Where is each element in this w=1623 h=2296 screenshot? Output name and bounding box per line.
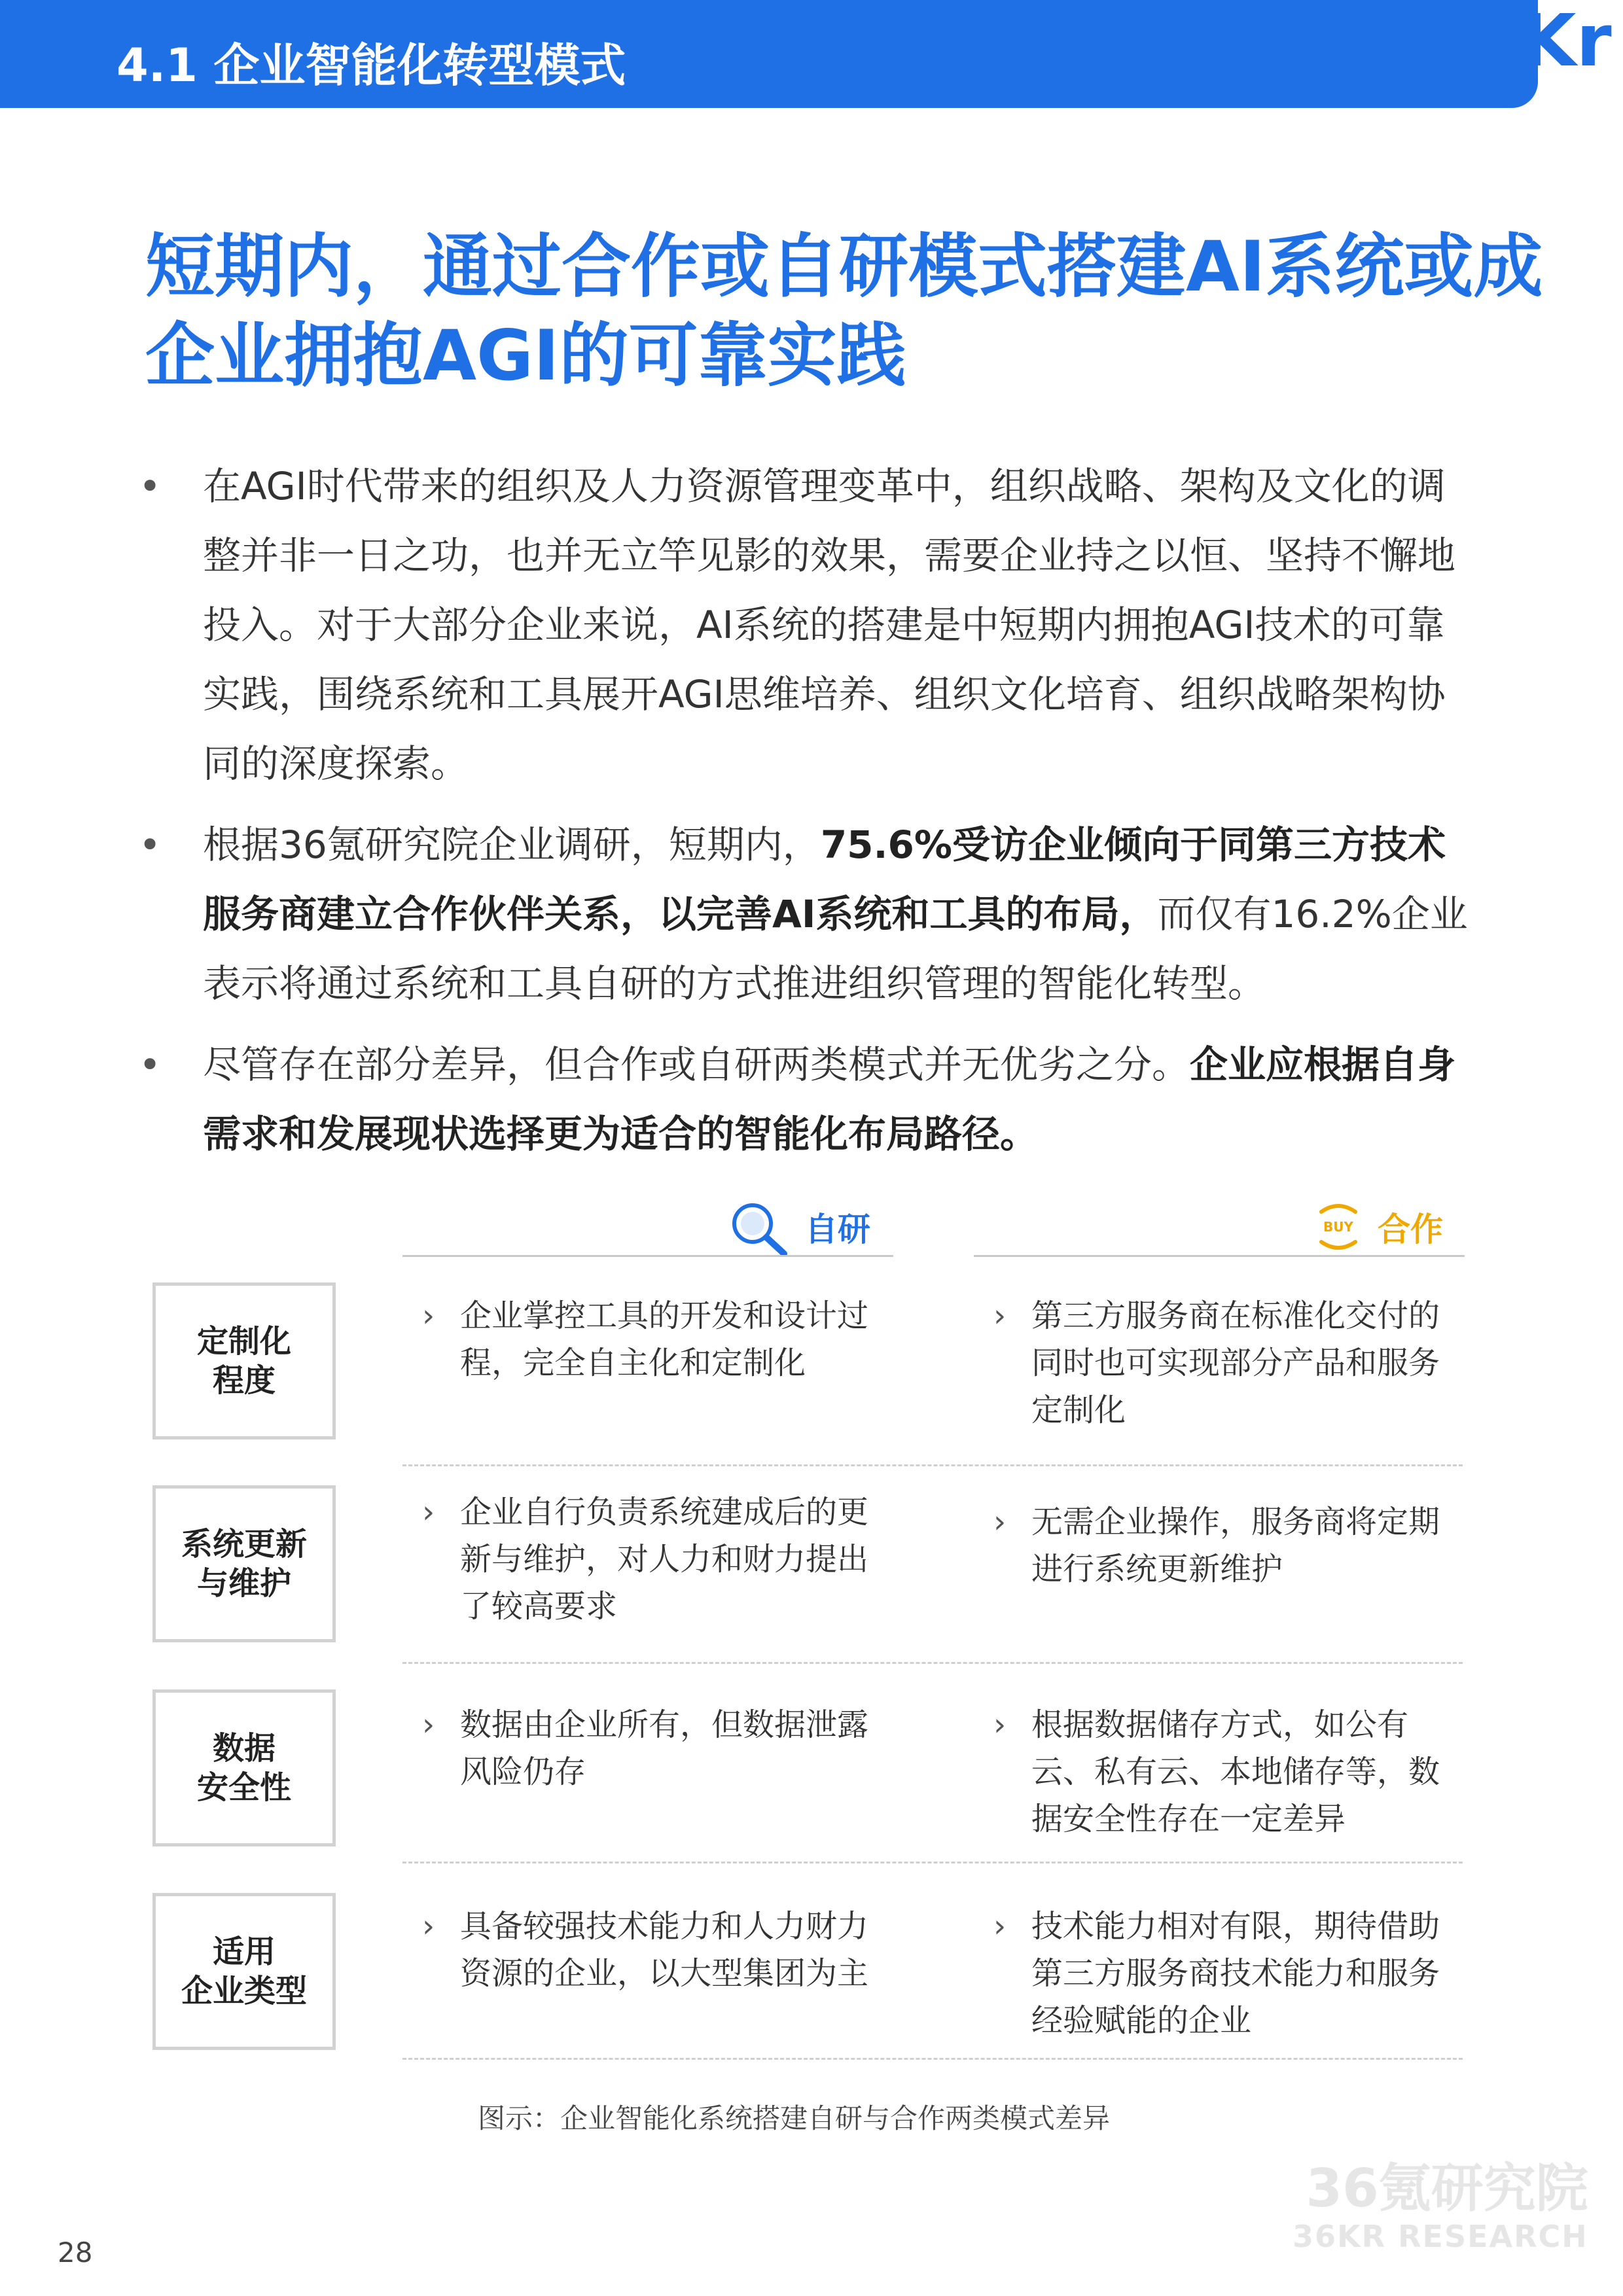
row-divider: [402, 2058, 1463, 2060]
chevron-right-icon: ›: [993, 1298, 1007, 1334]
self-dev-header: [726, 1197, 870, 1256]
row-label-enterprise-type: 适用 企业类型: [152, 1893, 336, 2050]
cooperation-header: [1312, 1197, 1443, 1256]
chevron-right-icon: ›: [422, 1706, 435, 1743]
watermark: [1293, 2159, 1588, 2255]
bullet-text-pre: 根据36氪研究院企业调研，短期内，: [203, 822, 821, 867]
chevron-right-icon: ›: [422, 1298, 435, 1334]
self-cell-data-security: › 数据由企业所有，但数据泄露风险仍存: [422, 1701, 880, 1795]
self-cell-enterprise-type: › 具备较强技术能力和人力财力资源的企业，以大型集团为主: [422, 1903, 880, 1997]
row-label-customization: 定制化 程度: [152, 1282, 336, 1439]
header-band: [0, 0, 1538, 108]
coop-header-rule: [974, 1255, 1465, 1257]
bullet-text-pre: 尽管存在部分差异，但合作或自研两类模式并无优劣之分。: [203, 1042, 1190, 1087]
bullet-list: [139, 451, 1480, 1180]
self-dev-label: 自研: [805, 1210, 870, 1248]
coop-cell-maintenance: › 无需企业操作，服务商将定期进行系统更新维护: [993, 1498, 1452, 1593]
page-headline: 短期内，通过合作或自研模式搭建AI系统或成企业拥抱AGI的可靠实践: [145, 226, 1543, 396]
row-divider: [402, 1862, 1463, 1863]
chevron-right-icon: ›: [993, 1706, 1007, 1743]
self-cell-maintenance: › 企业自行负责系统建成后的更新与维护，对人力和财力提出了较高要求: [422, 1489, 880, 1630]
bullet-item: [139, 1030, 1480, 1169]
row-divider: [402, 1662, 1463, 1664]
row-divider: [402, 1464, 1463, 1466]
chevron-right-icon: ›: [993, 1908, 1007, 1945]
bullet-dot-icon: •: [139, 464, 162, 508]
row-label-maintenance: 系统更新 与维护: [152, 1485, 336, 1642]
magnifier-icon: [726, 1197, 792, 1256]
coop-cell-data-security: › 根据数据储存方式，如公有云、私有云、本地储存等，数据安全性存在一定差异: [993, 1701, 1452, 1843]
coop-cell-customization: › 第三方服务商在标准化交付的同时也可实现部分产品和服务定制化: [993, 1292, 1452, 1434]
buy-icon-text: BUY: [1323, 1219, 1353, 1235]
self-header-rule: [402, 1255, 893, 1257]
logo-text: 36Kr: [1420, 0, 1612, 82]
buy-icon: [1312, 1197, 1364, 1256]
bullet-text-post: 而仅有16.2%企业表示将通过系统和工具自研的方式推进组织管理的智能化转型。: [203, 892, 1468, 1006]
bullet-text-bold: 企业应根据自身需求和发展现状选择更为适合的智能化布局路径。: [203, 1042, 1456, 1156]
coop-cell-enterprise-type: › 技术能力相对有限，期待借助第三方服务商技术能力和服务经验赋能的企业: [993, 1903, 1452, 2044]
bullet-text: 在AGI时代带来的组织及人力资源管理变革中，组织战略、架构及文化的调整并非一日之功，也并无立竿见影的效果，需要企业持之以恒、坚持不懈地投入。对于大部分企业来说，AI系统的搭建是中短期内拥抱AGI技术的可靠实践，围绕系统和工具展开AGI思维培养、组织文化培育、组织战略架构协同的深度探索。: [203, 464, 1456, 786]
bullet-item: [139, 451, 1480, 798]
bullet-text-bold: 75.6%受访企业倾向于同第三方技术服务商建立合作伙伴关系，以完善AI系统和工具的布局，: [203, 822, 1446, 936]
watermark-en: 36KR RESEARCH: [1293, 2219, 1588, 2254]
page-number: 28: [58, 2236, 93, 2269]
chevron-right-icon: ›: [422, 1908, 435, 1945]
row-label-data-security: 数据 安全性: [152, 1689, 336, 1846]
watermark-cn: 36氪研究院: [1306, 2158, 1588, 2219]
bullet-item: [139, 810, 1480, 1018]
section-title: 4.1 企业智能化转型模式: [116, 39, 626, 92]
36kr-logo: [1414, 0, 1623, 111]
chevron-right-icon: ›: [422, 1494, 435, 1530]
figure-caption: 图示：企业智能化系统搭建自研与合作两类模式差异: [478, 2102, 1111, 2134]
chevron-right-icon: ›: [993, 1504, 1007, 1540]
bullet-dot-icon: •: [139, 1042, 162, 1087]
cooperation-label: 合作: [1378, 1210, 1443, 1248]
bullet-dot-icon: •: [139, 822, 162, 867]
self-cell-customization: › 企业掌控工具的开发和设计过程，完全自主化和定制化: [422, 1292, 880, 1386]
